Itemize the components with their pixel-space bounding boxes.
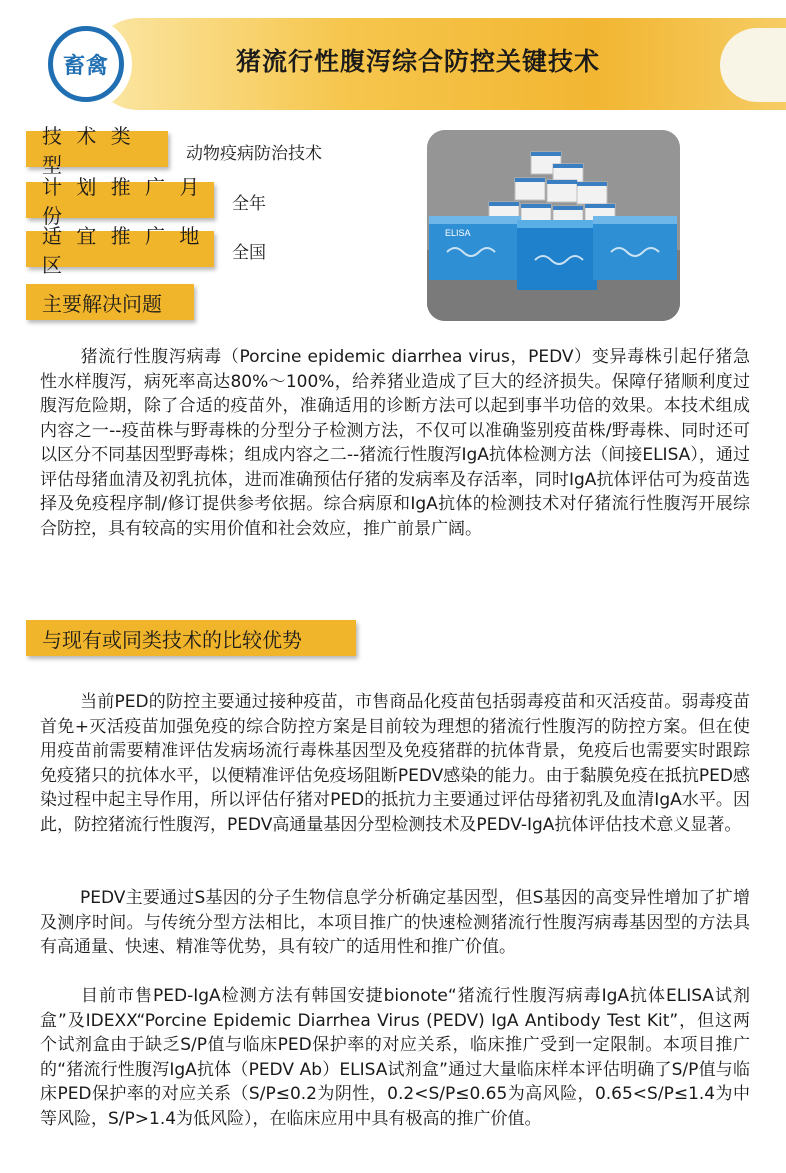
problem-text-body: 猪流行性腹泻病毒（Porcine epidemic diarrhea virus，PEDV）变异毒株引起仔猪急性水样腹泻，病死率高达80%～100%，给养猪业造成了巨大的经济损失。保障仔猪顺利度过腹泻危险期，除了合适的疫苗外，准确适用的诊断方法可以起到事半功倍的效果。本技术组成内容之一--疫苗株与野毒株的分型分子检测方法，不仅可以准确鉴别疫苗株/野毒株、同时还可以区分不同基因型野毒株；组成内容之二--猪流行性腹泻IgA抗体检测方法（间接ELISA），通过评估母猪血清及初乳抗体，进而准确预估仔猪的发病率及存活率，同时IgA抗体评估可为疫苗选择及免疫程序制/修订提供参考依据。综合病原和IgA抗体的检测技术对仔猪流行性腹泻开展综合防控，具有较高的实用价值和社会效应，推广前景广阔。 <box>40 347 750 539</box>
tech-type-label: 技 术 类 型 <box>26 131 168 167</box>
banner-highlight <box>720 28 786 102</box>
advantage-paragraph-2 <box>40 886 750 960</box>
problem-heading: 主要解决问题 <box>26 284 194 320</box>
tech-type-value: 动物疫病防治技术 <box>186 144 322 164</box>
promotion-region-value: 全国 <box>232 243 266 263</box>
advantage-paragraph-1 <box>40 690 750 837</box>
elisa-kit-photo <box>427 130 680 321</box>
advantage-p1-body: 当前PED的防控主要通过接种疫苗，市售商品化疫苗包括弱毒疫苗和灭活疫苗。弱毒疫苗首免+灭活疫苗加强免疫的综合防控方案是目前较为理想的猪流行性腹泻的防控方案。但在使用疫苗前需要精准评估发病场流行毒株基因型及免疫猪群的抗体背景，免疫后也需要实时跟踪免疫猪只的抗体水平，以便精准评估免疫场阻断PEDV感染的能力。由于黏膜免疫在抵抗PED感染过程中起主导作用，所以评估仔猪对PED的抵抗力主要通过评估母猪初乳及血清IgA水平。因此，防控猪流行性腹泻，PEDV高通量基因分型检测技术及PEDV-IgA抗体评估技术意义显著。 <box>40 692 750 835</box>
promotion-month-value: 全年 <box>232 194 266 214</box>
problem-text <box>40 345 750 541</box>
advantage-paragraph-3 <box>40 984 750 1131</box>
elisa-kit-illustration <box>427 130 680 321</box>
advantage-p2-body: PEDV主要通过S基因的分子生物信息学分析确定基因型，但S基因的高变异性增加了扩增及测序时间。与传统分型方法相比，本项目推广的快速检测猪流行性腹泻病毒基因型的方法具有高通量、快速、精准等优势，具有较广的适用性和推广价值。 <box>40 888 750 957</box>
promotion-month-label: 计 划 推 广 月 份 <box>26 182 214 218</box>
kit-label-text: ELISA <box>445 228 471 238</box>
page-title: 猪流行性腹泻综合防控关键技术 <box>236 47 601 76</box>
category-badge: 畜禽 <box>48 26 124 102</box>
advantage-heading: 与现有或同类技术的比较优势 <box>26 620 356 656</box>
advantage-p3-body: 目前市售PED-IgA检测方法有韩国安捷bionote“猪流行性腹泻病毒IgA抗体ELISA试剂盒”及IDEXX“Porcine Epidemic Diarrhea Virus (PEDV) IgA Antibody Test Kit”，但这两个试剂盒由于缺乏S/P值与临床PED保护率的对应关系，临床推广受到一定限制。本项目推广的“猪流行性腹泻IgA抗体（PEDV Ab）ELISA试剂盒”通过大量临床样本评估明确了S/P值与临床PED保护率的对应关系（S/P≤0.2为阴性，0.2<S/P≤0.65为高风险，0.65<S/P≤1.4为中等风险，S/P>1.4为低风险），在临床应用中具有极高的推广价值。 <box>40 986 750 1129</box>
promotion-region-label: 适 宜 推 广 地 区 <box>26 231 214 267</box>
